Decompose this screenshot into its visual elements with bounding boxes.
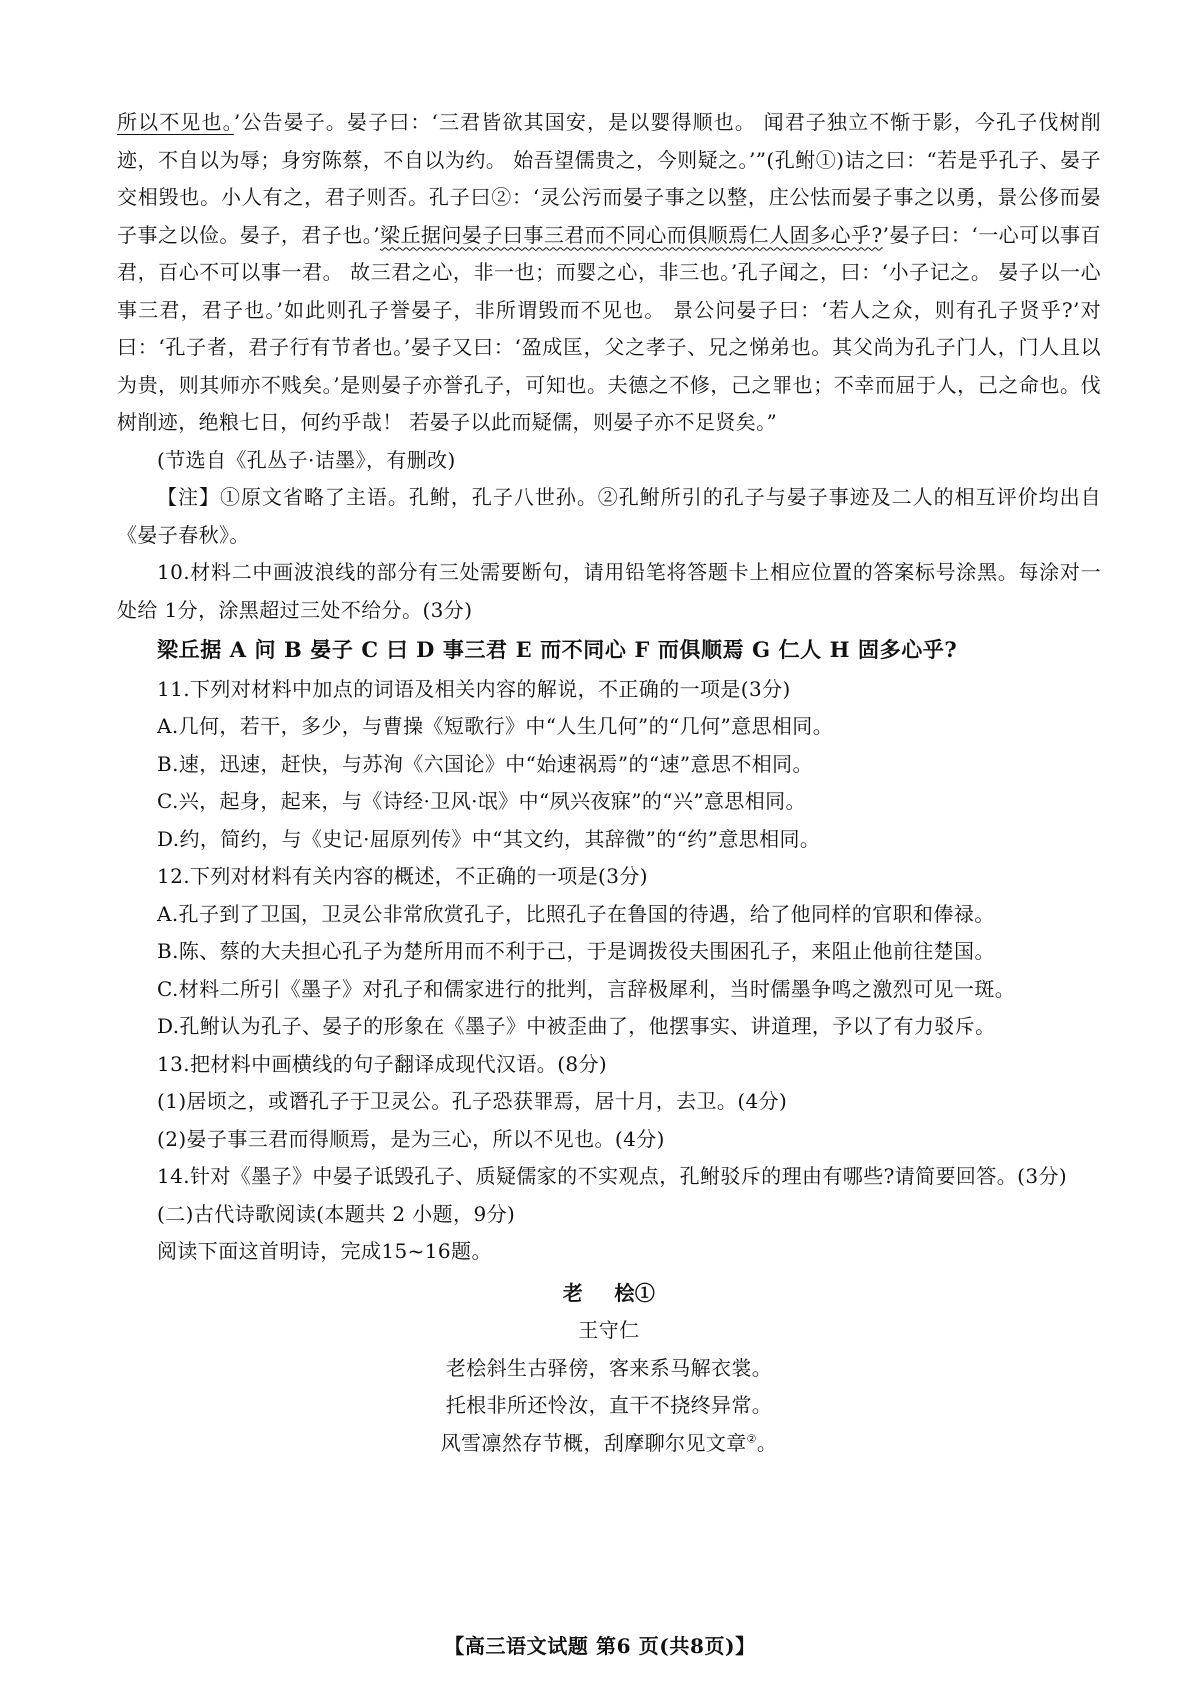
question-11-option-c: C.兴，起身，起来，与《诗经·卫风·氓》中“夙兴夜寐”的“兴”意思相同。 [157,789,806,813]
question-12-option-d: D.孔鲋认为孔子、晏子的形象在《墨子》中被歪曲了，他摆事实、讲道理，予以了有力驳斥。 [157,1014,996,1038]
question-11-option-d: D.约，简约，与《史记·屈原列传》中“其文约，其辞微”的“约”意思相同。 [157,826,821,851]
question-10-sentence: 梁丘据 A 问 B 晏子 C 曰 D 事三君 E 而不同心 F 而俱顺焉 G 仁人 H 固多心乎? [157,637,958,662]
passage-text-continued: ’晏子曰：‘一心可以事百君，百心不可以事一君。 故三君之心，非一也；而婴之心，非三也。’孔子闻之，曰：‘小子记之。 晏子以一心事三君，君子也。’如此则孔子誉晏子，非所谓毁而不见也。 景公问晏子曰：‘若人之众，则有孔子贤乎?’对曰：‘孔子者，君子行有节者也。’晏子又曰：‘盈成匡，父之孝子、兄之悌弟也。其父尚为孔子门人，门人且以为贵，则其师亦不贱矣。’是则晏子亦誉孔子，可知也。夫德之不修，己之罪也；不幸而屈于人，己之命也。伐树削迹，绝粮七日，何约乎哉！ 若晏子以此而疑儒，则晏子亦不足贤矣。” [117,222,1101,434]
question-13-item-2: (2)晏子事三君而得顺焉，是为三心，所以不见也。(4分) [157,1126,665,1151]
poem-author: 王守仁 [578,1318,640,1342]
question-12-option-a: A.孔子到了卫国，卫灵公非常欣赏孔子，比照孔子在鲁国的待遇，给了他同样的官职和俸禄。 [157,901,995,926]
footnote-marker: ② [746,1431,757,1445]
question-11-stem: 11.下列对材料中加点的词语及相关内容的解说，不正确的一项是(3分) [157,676,791,701]
poem-line: 托根非所还怜汝，直干不挠终异常。 [445,1393,773,1417]
question-12-stem: 12.下列对材料有关内容的概述，不正确的一项是(3分) [157,864,648,888]
source-citation: (节选自《孔丛子·诘墨》，有删改) [157,447,456,472]
page-footer: 【高三语文试题 第6 页(共8页)】 [444,1634,756,1658]
question-13-item-1: (1)居顷之，或谮孔子于卫灵公。孔子恐获罪焉，居十月，去卫。(4分) [157,1089,788,1113]
poem-title: 老 桧① [562,1280,656,1305]
question-11-option-a: A.几何，若干，多少，与曹操《短歌行》中“人生几何”的“几何”意思相同。 [157,714,834,738]
passage-text: ’公告晏子。晏子曰：‘三君皆欲其国安，是以婴得顺也。 闻君子独立不惭于影，今孔子伐树削迹，不自以为辱；身穷陈蔡，不自以为约。 始吾望儒贵之，今则疑之。’”(孔鲋①)诘之曰：“若是乎孔子、晏子交相毁也。小人有之，君子则否。孔子曰②：‘灵公污而晏子事之以整，庄公怯而晏子事之以勇，景公侈而晏子事之以俭。晏子，君子也。’ [117,110,1101,247]
section-heading: (二)古代诗歌阅读(本题共 2 小题，9分) [157,1201,516,1226]
section-instruction: 阅读下面这首明诗，完成15~16题。 [157,1239,492,1263]
poem-line: 老桧斜生古驿傍，客来系马解衣裳。 [445,1355,773,1380]
wavy-underlined-sentence: 梁丘据问晏子曰事三君而不同心而俱顺焉仁人固多心乎? [379,222,883,247]
poem-line-end: 。 [756,1430,778,1455]
question-12-option-c: C.材料二所引《墨子》对孔子和儒家进行的批判，言辞极犀利，当时儒墨争鸣之激烈可见一斑。 [157,976,1016,1001]
page-content [117,104,1101,1462]
question-11-option-b: B.速，迅速，赶快，与苏洵《六国论》中“始速祸焉”的“速”意思不相同。 [157,751,813,776]
question-14: 14.针对《墨子》中晏子诋毁孔子、质疑儒家的不实观点，孔鲋驳斥的理由有哪些?请简要回答。(3分) [157,1164,1068,1188]
passage-paragraph [117,104,1101,442]
question-13-stem: 13.把材料中画横线的句子翻译成现代汉语。(8分) [157,1051,608,1076]
poem-line [117,1425,1101,1463]
underlined-sentence: 所以不见也。 [117,110,234,134]
question-12-option-b: B.陈、蔡的大夫担心孔子为楚所用而不利于己，于是调拨役夫围困孔子，来阻止他前往楚国。 [157,939,995,963]
poem-line-text: 风雪凛然存节概，刮摩聊尔见文章 [440,1430,747,1455]
question-10: 10.材料二中画波浪线的部分有三处需要断句，请用铅笔将答题卡上相应位置的答案标号涂黑。每涂对一处给 1分，涂黑超过三处不给分。(3分) [117,560,1101,622]
footnote: 【注】①原文省略了主语。孔鲋，孔子八世孙。②孔鲋所引的孔子与晏子事迹及二人的相互评价均出自《晏子春秋》。 [117,485,1101,547]
